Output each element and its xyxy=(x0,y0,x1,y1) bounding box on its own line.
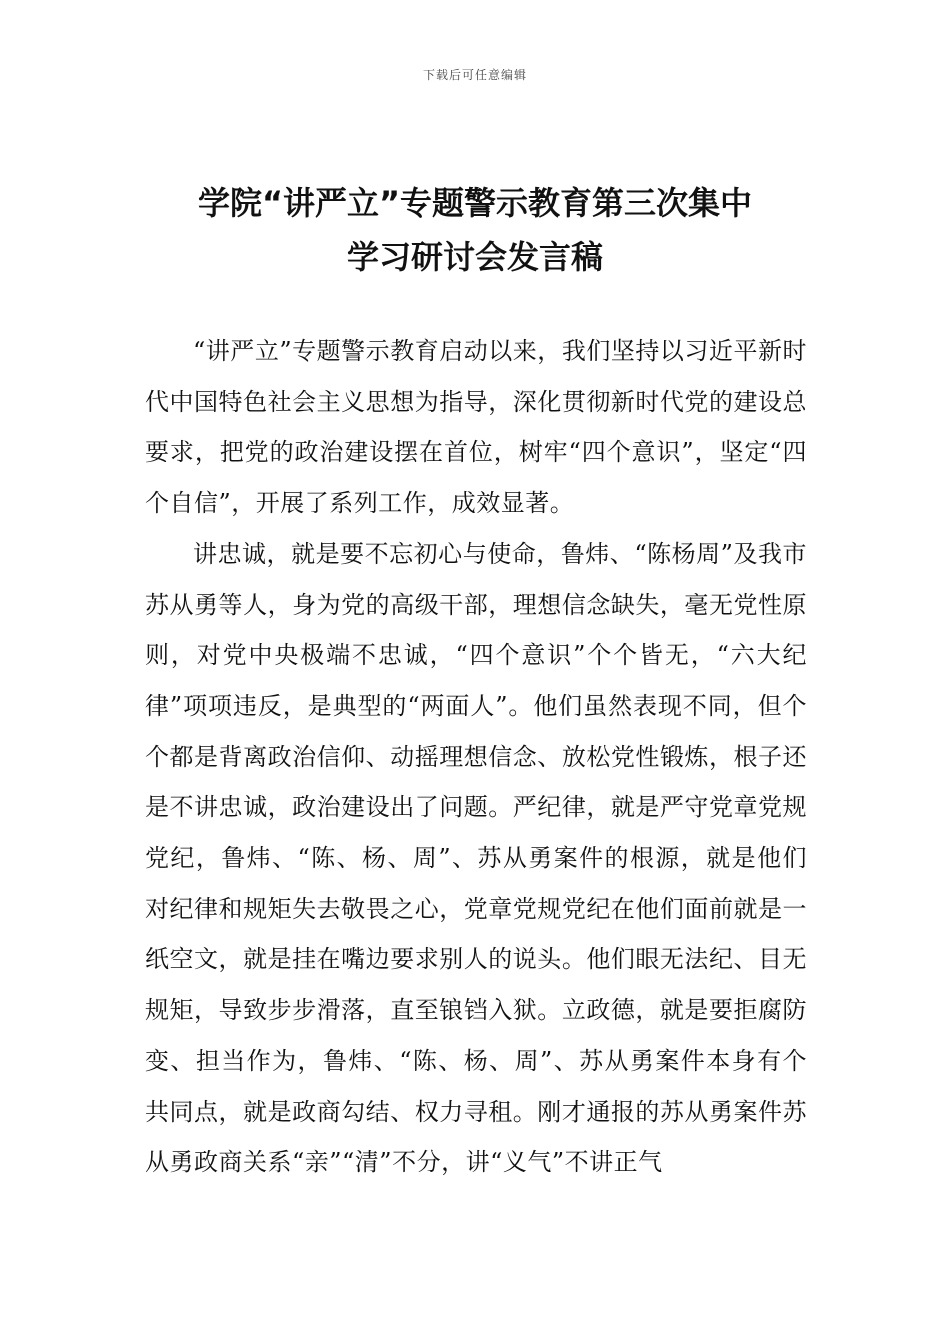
document-body xyxy=(145,326,807,1188)
document-title xyxy=(145,176,805,284)
paragraph-loyalty: 讲忠诚，就是要不忘初心与使命，鲁炜、“陈杨周”及我市苏从勇等人，身为党的高级干部，理想信念缺失，毫无党性原则，对党中央极端不忠诚，“四个意识”个个皆无，“六大纪律”项项违反，是典型的“两面人”。他们虽然表现不同，但个个都是背离政治信仰、动摇理想信念、放松党性锻炼，根子还是不讲忠诚，政治建设出了问题。严纪律，就是严守党章党规党纪，鲁炜、“陈、杨、周”、苏从勇案件的根源，就是他们对纪律和规矩失去敬畏之心，党章党规党纪在他们面前就是一纸空文，就是挂在嘴边要求别人的说头。他们眼无法纪、目无规矩，导致步步滑落，直至锒铛入狱。立政德，就是要拒腐防变、担当作为，鲁炜、“陈、杨、周”、苏从勇案件本身有个共同点，就是政商勾结、权力寻租。刚才通报的苏从勇案件苏从勇政商关系“亲”“清”不分，讲“义气”不讲正气 xyxy=(145,539,807,1177)
paragraph-intro: “讲严立”专题警示教育启动以来，我们坚持以习近平新时代中国特色社会主义思想为指导，深化贯彻新时代党的建设总要求，把党的政治建设摆在首位，树牢“四个意识”，坚定“四个自信”，开展了系列工作，成效显著。 xyxy=(145,337,807,518)
download-note: 下载后可任意编辑 xyxy=(422,68,527,82)
title-line-2: 学习研讨会发言稿 xyxy=(346,238,603,276)
title-line-1: 学院“讲严立”专题警示教育第三次集中 xyxy=(197,184,753,222)
